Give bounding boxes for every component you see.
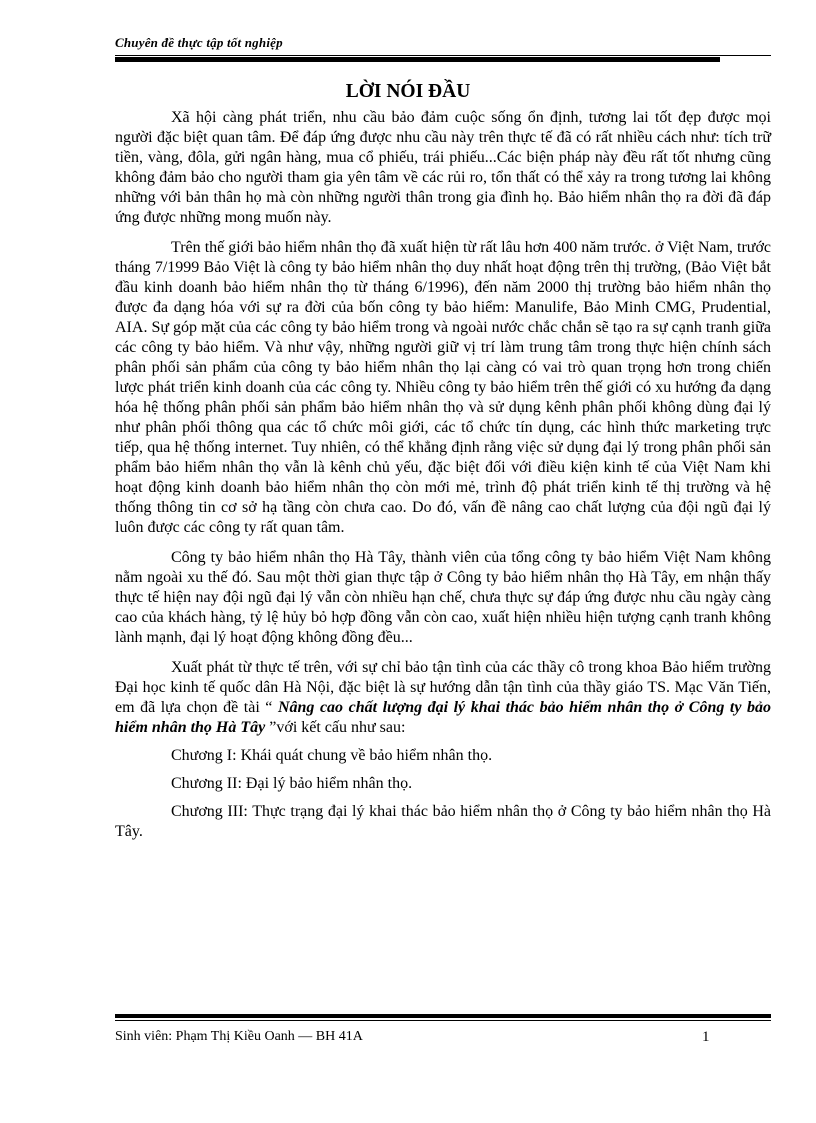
page-number: 1	[702, 1029, 710, 1045]
footer-rule-thin	[115, 1020, 771, 1021]
paragraph-company-context: Công ty bảo hiểm nhân thọ Hà Tây, thành viên của tổng công ty bảo hiểm Việt Nam không nằm ngoài xu thế đó. Sau một thời gian thực tập ở Công ty bảo hiểm nhân thọ Hà Tây, em nhận thấy thực tế hiện nay đội ngũ đại lý vẫn còn nhiều hạn chế, chưa thực sự đáp ứng được nhu cầu ngày càng cao của khách hàng, tỷ lệ hủy bỏ hợp đồng vẫn còn cao, xuất hiện nhiều hiện tượng cạnh tranh không lành mạnh, đại lý hoạt động không đồng đều...	[115, 549, 771, 646]
paragraph-world-context: Trên thế giới bảo hiểm nhân thọ đã xuất hiện từ rất lâu hơn 400 năm trước. ở Việt Nam, trước tháng 7/1999 Bảo Việt là công ty bảo hiểm nhân thọ duy nhất hoạt động trên thị trường, (Bảo Việt bắt đầu kinh doanh bảo hiểm nhân thọ từ tháng 6/1996), đến năm 2000 thị trường bảo hiểm nhân thọ được đa dạng hóa với sự ra đời của bốn công ty bảo hiểm: Manulife, Bảo Minh CMG, Prudential, AIA. Sự góp mặt của các công ty bảo hiểm trong và ngoài nước chắc chắn sẽ tạo ra sự cạnh tranh giữa các công ty bảo hiểm. Và như vậy, những người giữ vị trí làm trung tâm trong thực hiện chính sách phân phối sản phẩm của công ty bảo hiểm nhân thọ lại càng có vai trò quan trọng hơn trong chiến lược phát triển kinh doanh của các công ty. Nhiều công ty bảo hiểm trên thế giới có xu hướng đa dạng hóa hệ thống phân phối sản phẩm bảo hiểm nhân thọ và sử dụng kênh phân phối không dùng đại lý như phân phối thông qua các tổ chức môi giới, các tổ chức tín dụng, các hình thức marketing trực tiếp, qua hệ thống internet. Tuy nhiên, có thể khẳng định rằng việc sử dụng đại lý trong phân phối sản phẩm bảo hiểm nhân thọ vẫn là kênh chủ yếu, đặc biệt đối với điều kiện kinh tế của Việt Nam khi hoạt động kinh doanh bảo hiểm nhân thọ còn mới mẻ, trình độ phát triển kinh tế thị trường và hệ thống thông tin cơ sở hạ tầng còn chưa cao. Do đó, vấn đề nâng cao chất lượng của đội ngũ đại lý luôn được các công ty rất quan tâm.	[115, 239, 771, 536]
header-rule-thick	[115, 57, 720, 62]
document-body	[115, 108, 771, 842]
header-rule-thin	[115, 55, 771, 56]
topic-trail-text: ”với kết cấu như sau:	[265, 719, 406, 736]
paragraph-intro: Xã hội càng phát triển, nhu cầu bảo đảm cuộc sống ổn định, tương lai tốt đẹp được mọi người đặc biệt quan tâm. Để đáp ứng được nhu cầu này trên thực tế đã có rất nhiều cách như: tích trữ tiền, vàng, đôla, gửi ngân hàng, mua cổ phiếu, trái phiếu...Các biện pháp này đều rất tốt nhưng cũng không đảm bảo cho người tham gia yên tâm về các rủi ro, tổn thất có thể xảy ra trong tương lai không những với bản thân họ mà còn những người thân trong gia đình họ. Bảo hiểm nhân thọ ra đời đã đáp ứng được những mong muốn này.	[115, 109, 771, 226]
topic-lead-text: Xuất phát từ thực tế trên, với sự chỉ bảo tận tình của các thầy cô trong khoa Bảo hiểm trường Đại học kinh tế quốc dân Hà Nội, đặc biệt là sự hướng dẫn tận tình của thầy giáo TS. Mạc Văn Tiến, em đã lựa chọn đề tài “	[115, 659, 771, 716]
page-title: LỜI NÓI ĐẦU	[345, 81, 471, 102]
paragraph-topic	[115, 658, 771, 738]
header-title: Chuyên đề thực tập tốt nghiệp	[115, 35, 283, 50]
footer-row	[115, 1027, 771, 1047]
footer-rule-thick	[115, 1014, 771, 1018]
chapter-item: Chương I: Khái quát chung về bảo hiểm nhân thọ.	[171, 747, 493, 764]
footer-student: Sinh viên: Phạm Thị Kiều Oanh — BH 41A	[115, 1029, 363, 1044]
page-footer	[115, 1014, 771, 1047]
chapter-item: Chương III: Thực trạng đại lý khai thác bảo hiểm nhân thọ ở Công ty bảo hiểm nhân thọ Hà Tây.	[115, 803, 771, 840]
page-header	[115, 34, 771, 62]
topic-title: Nâng cao chất lượng đại lý khai thác bảo hiểm nhân thọ ở Công ty bảo hiểm nhân thọ Hà Tây	[115, 699, 771, 736]
chapter-item: Chương II: Đại lý bảo hiểm nhân thọ.	[171, 775, 413, 792]
